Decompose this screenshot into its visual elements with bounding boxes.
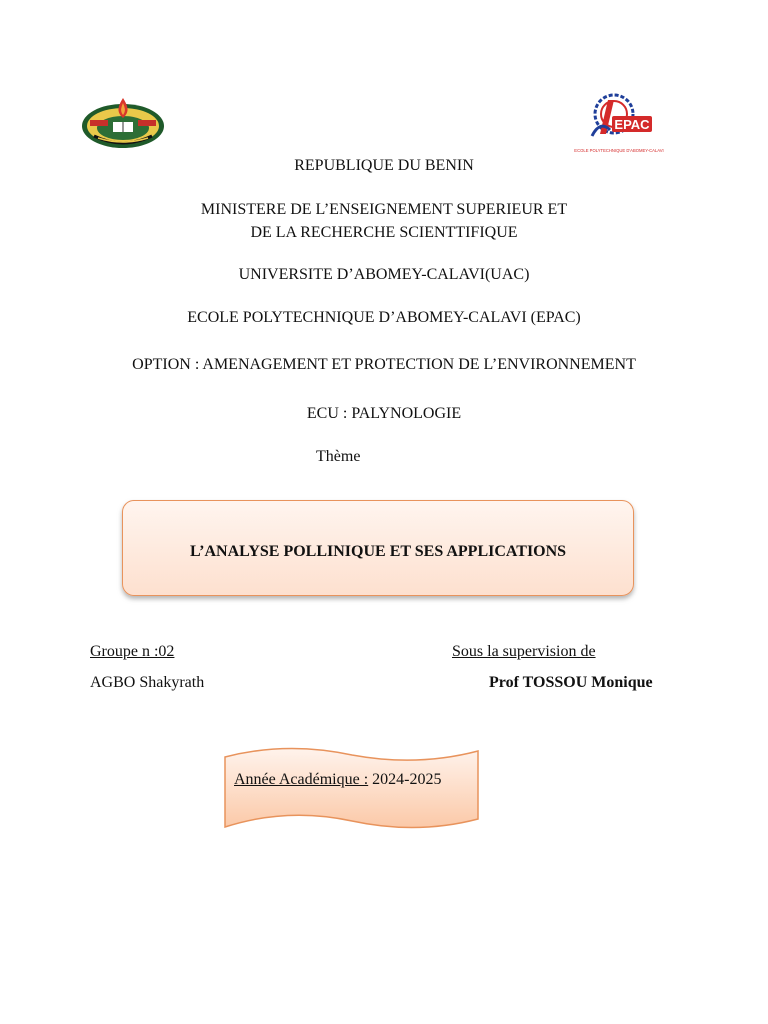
supervisor-name: Prof TOSSOU Monique (489, 674, 653, 691)
epac-logo (570, 90, 668, 156)
svg-text:EPAC: EPAC (614, 117, 650, 132)
school-line: ECOLE POLYTECHNIQUE D’ABOMEY-CALAVI (EPAC) (187, 309, 581, 326)
academic-year-value: 2024-2025 (368, 771, 442, 788)
theme-box (122, 500, 634, 596)
group-label: Groupe n :02 (90, 643, 175, 660)
academic-year (234, 769, 442, 791)
ministry-line-1: MINISTERE DE L’ENSEIGNEMENT SUPERIEUR ET (200, 201, 568, 218)
theme-label: Thème (316, 448, 361, 465)
academic-year-label: Année Académique : (234, 771, 369, 788)
svg-text:ECOLE POLYTECHNIQUE D'ABOMEY-C: ECOLE POLYTECHNIQUE D'ABOMEY-CALAVI (574, 148, 664, 153)
ecu-line: ECU : PALYNOLOGIE (306, 405, 462, 422)
supervision-label: Sous la supervision de (452, 643, 596, 660)
theme-title: L’ANALYSE POLLINIQUE ET SES APPLICATIONS (189, 543, 567, 560)
option-line: OPTION : AMENAGEMENT ET PROTECTION DE L’ENVIRONNEMENT (132, 356, 636, 373)
country-line: REPUBLIQUE DU BENIN (294, 157, 474, 174)
university-line: UNIVERSITE D’ABOMEY-CALAVI(UAC) (238, 266, 530, 283)
ministry-line-2: DE LA RECHERCHE SCIENTTIFIQUE (250, 224, 518, 241)
group-member: AGBO Shakyrath (90, 674, 205, 691)
uac-logo (80, 94, 168, 154)
